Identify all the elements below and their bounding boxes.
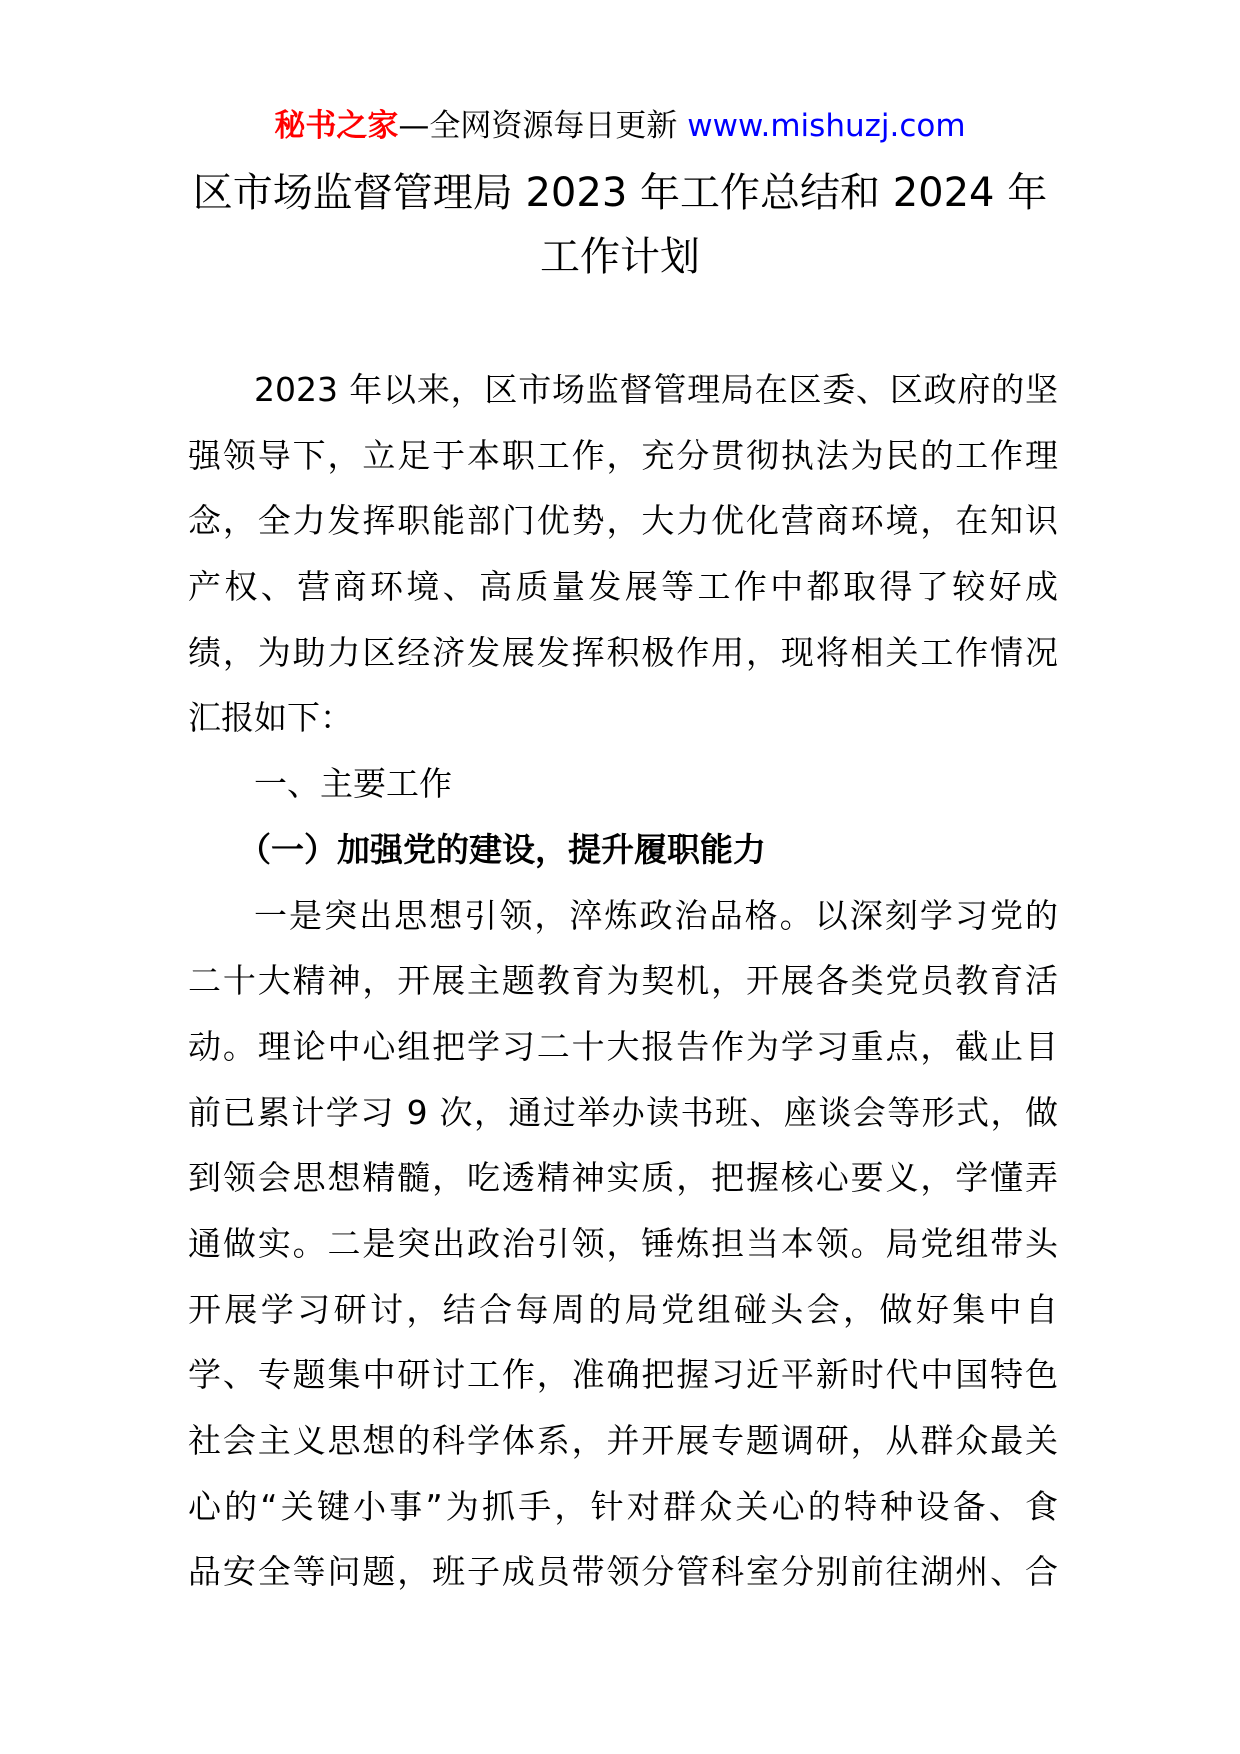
document-title bbox=[150, 161, 1090, 289]
paragraph-line: 强领导下，立足于本职工作，充分贯彻执法为民的工作理 bbox=[188, 435, 1058, 475]
paragraph-line: 一是突出思想引领，淬炼政治品格。以深刻学习党的 bbox=[254, 895, 1058, 935]
paragraph-line: 通做实。二是突出政治引领，锤炼担当本领。局党组带头 bbox=[188, 1223, 1058, 1263]
document-body bbox=[188, 357, 1058, 1605]
header-tagline: —全网资源每日更新 bbox=[398, 108, 678, 144]
intro-paragraph bbox=[188, 357, 1058, 751]
subsection-heading: （一）加强党的建设，提升履职能力 bbox=[238, 829, 766, 869]
work-paragraph bbox=[188, 883, 1058, 1606]
paragraph-line: 学、专题集中研讨工作，准确把握习近平新时代中国特色 bbox=[188, 1355, 1058, 1395]
paragraph-line: 品安全等问题，班子成员带领分管科室分别前往湖州、合 bbox=[188, 1552, 1058, 1592]
paragraph-line: 二十大精神，开展主题教育为契机，开展各类党员教育活 bbox=[188, 961, 1058, 1001]
document-title-line-2: 工作计划 bbox=[540, 234, 700, 280]
site-url-link[interactable]: www.mishuzj.com bbox=[687, 108, 966, 144]
paragraph-line: 绩，为助力区经济发展发挥积极作用，现将相关工作情况 bbox=[188, 632, 1058, 672]
paragraph-line: 到领会思想精髓，吃透精神实质，把握核心要义，学懂弄 bbox=[188, 1158, 1058, 1198]
paragraph-line: 念，全力发挥职能部门优势，大力优化营商环境，在知识 bbox=[188, 501, 1058, 541]
site-header bbox=[0, 98, 1240, 154]
paragraph-line: 前已累计学习 9 次，通过举办读书班、座谈会等形式，做 bbox=[188, 1092, 1058, 1132]
paragraph-line: 汇报如下： bbox=[188, 698, 353, 738]
brand-name: 秘书之家 bbox=[274, 108, 399, 144]
section-heading: 一、主要工作 bbox=[254, 764, 452, 804]
paragraph-line: 动。理论中心组把学习二十大报告作为学习重点，截止目 bbox=[188, 1026, 1058, 1066]
paragraph-line: 心的“关键小事”为抓手，针对群众关心的特种设备、食 bbox=[188, 1486, 1058, 1526]
paragraph-line: 2023 年以来，区市场监督管理局在区委、区政府的坚 bbox=[254, 370, 1058, 409]
paragraph-line: 产权、营商环境、高质量发展等工作中都取得了较好成 bbox=[188, 567, 1058, 607]
paragraph-line: 社会主义思想的科学体系，并开展专题调研，从群众最关 bbox=[188, 1421, 1058, 1460]
paragraph-line: 开展学习研讨，结合每周的局党组碰头会，做好集中自 bbox=[188, 1289, 1058, 1329]
document-title-line-1: 区市场监督管理局 2023 年工作总结和 2024 年 bbox=[192, 170, 1048, 216]
